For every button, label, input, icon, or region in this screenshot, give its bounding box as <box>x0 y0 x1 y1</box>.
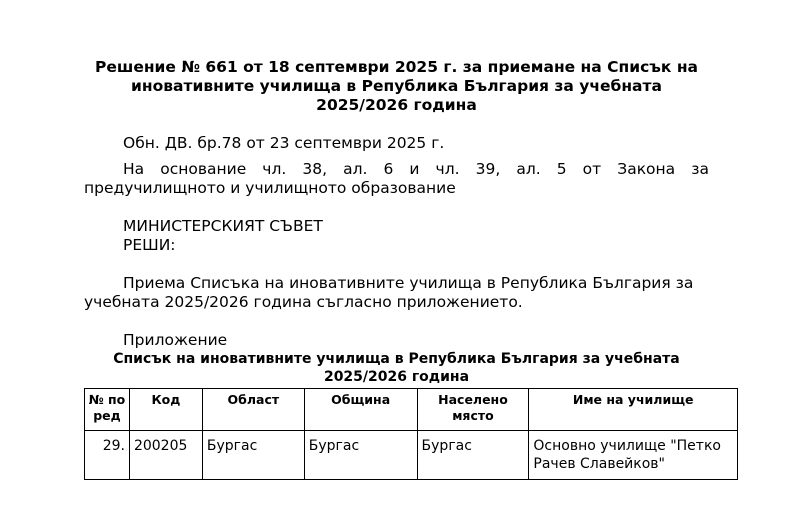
legal-basis-paragraph: На основание чл. 38, ал. 6 и чл. 39, ал. 5 от Закона за предучилищното и училищното образование <box>84 160 709 197</box>
table-header-row <box>85 389 738 431</box>
cell-number: 29. <box>85 431 130 480</box>
cell-settlement: Бургас <box>417 431 529 480</box>
column-header-school-name: Име на училище <box>529 389 738 431</box>
cell-region: Бургас <box>202 431 304 480</box>
annex-title: Списък на иновативните училища в Република България за учебната 2025/2026 година <box>113 351 680 385</box>
column-header-region: Област <box>202 389 304 431</box>
table-row <box>85 431 738 480</box>
gazette-reference: Обн. ДВ. бр.78 от 23 септември 2025 г. <box>123 134 445 152</box>
cell-school-name: Основно училище "Петко Рачев Славейков" <box>529 431 738 480</box>
resolved-label: РЕШИ: <box>123 236 176 254</box>
column-header-settlement: Населено място <box>417 389 529 431</box>
annex-label: Приложение <box>123 331 228 349</box>
column-header-number: № по ред <box>85 389 130 431</box>
cell-code: 200205 <box>129 431 202 480</box>
document-title: Решение № 661 от 18 септември 2025 г. за приемане на Списък на иновативните училища в Република България за учебната 2025/2026 година <box>95 58 698 114</box>
document <box>84 58 721 480</box>
column-header-code: Код <box>129 389 202 431</box>
column-header-municipality: Община <box>304 389 417 431</box>
council-block <box>84 217 709 255</box>
schools-table <box>84 388 738 480</box>
cell-municipality: Бургас <box>304 431 417 480</box>
council-name: МИНИСТЕРСКИЯТ СЪВЕТ <box>123 217 323 235</box>
decision-paragraph: Приема Списъка на иновативните училища в Република България за учебната 2025/2026 година съгласно приложението. <box>84 274 694 311</box>
